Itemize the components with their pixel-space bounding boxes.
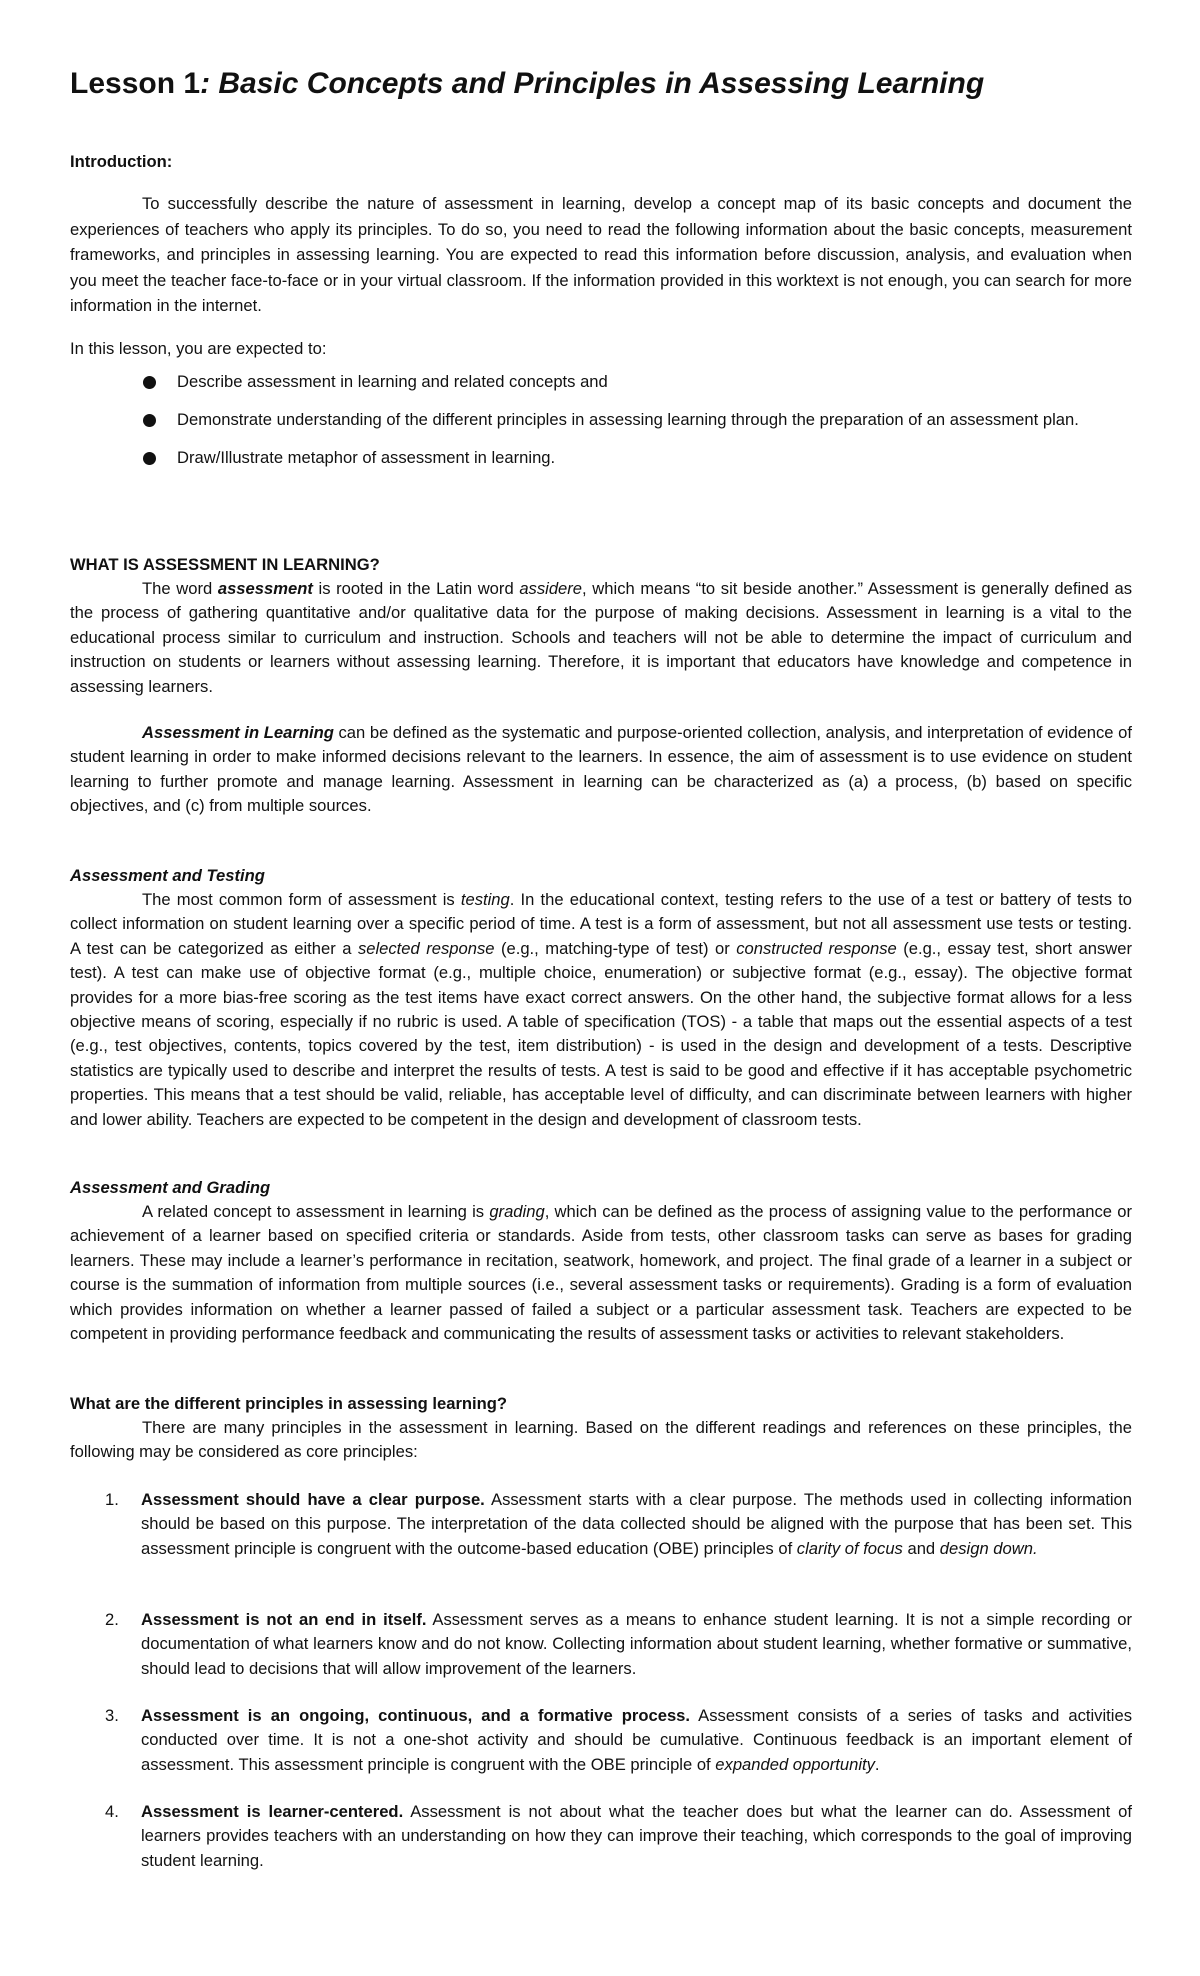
principle-item: 3. Assessment is an ongoing, continuous, and a formative process. Assessment consists of a series of tasks and activities conducted over time. It is not a one-shot activity and should be cumulative. Continuous feedback is an important element of assessment. This assessment principle is congruent with the OBE principle of expanded opportunity. [105,1706,1132,1774]
item-number: 3. [105,1706,119,1725]
principle-item: 1. Assessment should have a clear purpose. Assessment starts with a clear purpose. The methods used in collecting information should be based on this purpose. The interpretation of the data collected should be aligned with the purpose that has been set. This assessment principle is congruent with the outcome-based education (OBE) principles of clarity of focus and design down. [105,1490,1132,1558]
bullet-icon [143,452,156,465]
grading-heading: Assessment and Grading [70,1178,271,1197]
principles-intro: There are many principles in the assessment in learning. Based on the different readings and references on these principles, the following may be considered as core principles: [70,1418,1132,1462]
objectives-list [70,366,1132,480]
what-is-paragraph-2: Assessment in Learning can be defined as the systematic and purpose-oriented collection, analysis, and interpretation of evidence of student learning in order to make informed decisions relevant to the learners. In essence, the aim of assessment is to use evidence on student learning to further promote and manage learning. Assessment in learning can be characterized as (a) a process, (b) based on specific objectives, and (c) from multiple sources. [70,723,1132,816]
objective-item: Demonstrate understanding of the different principles in assessing learning through the preparation of an assessment plan. [70,404,1132,436]
objective-item: Draw/Illustrate metaphor of assessment in learning. [70,442,1132,474]
introduction-heading: Introduction: [70,152,173,171]
item-number: 4. [105,1802,119,1821]
what-is-heading: WHAT IS ASSESSMENT IN LEARNING? [70,555,380,574]
principle-item: 2. Assessment is not an end in itself. Assessment serves as a means to enhance student learning. It is not a simple recording or documentation of what learners know and do not know. Collecting information about student learning, whether formative or summative, should lead to decisions that will allow improvement of the learners. [105,1610,1132,1678]
grading-paragraph: A related concept to assessment in learning is grading, which can be defined as the process of assigning value to the performance or achievement of a learner based on specified criteria or standards. Aside from tests, other classroom tasks can serve as bases for grading learners. These may include a learner’s performance in recitation, seatwork, homework, and project. The final grade of a learner in a subject or course is the summation of information from multiple sources (i.e., several assessment tasks or requirements). Grading is a form of evaluation which provides information on whether a learner passed of failed a subject or a particular assessment task. Teachers are expected to be competent in providing performance feedback and communicating the results of assessment tasks or activities to relevant stakeholders. [70,1202,1132,1344]
objective-item: Describe assessment in learning and related concepts and [70,366,1132,398]
principles-heading: What are the different principles in assessing learning? [70,1394,508,1413]
expected-intro: In this lesson, you are expected to: [70,339,327,358]
testing-heading: Assessment and Testing [70,866,265,885]
bullet-icon [143,376,156,389]
bullet-icon [143,414,156,427]
title-main: : Basic Concepts and Principles in Assessing Learning [200,67,985,100]
principle-item: 4. Assessment is learner-centered. Assessment is not about what the teacher does but what the learner can do. Assessment of learners provides teachers with an understanding on how they can improve their teaching, which corresponds to the goal of improving student learning. [105,1802,1132,1870]
item-number: 2. [105,1610,119,1629]
testing-paragraph: The most common form of assessment is testing. In the educational context, testing refers to the use of a test or battery of tests to collect information on student learning over a specific period of time. A test is a form of assessment, but not all assessment use tests or testing. A test can be categorized as either a selected response (e.g., matching-type of test) or constructed response (e.g., essay test, short answer test). A test can make use of objective format (e.g., multiple choice, enumeration) or subjective format (e.g., essay). The objective format provides for a more bias-free scoring as the test items have exact correct answers. On the other hand, the subjective format allows for a less objective means of scoring, especially if no rubric is used. A table of specification (TOS) - a table that maps out the essential aspects of a test (e.g., test objectives, contents, topics covered by the test, item distribution) - is used in the design and development of a tests. Descriptive statistics are typically used to describe and interpret the results of tests. A test is said to be good and effective if it has acceptable psychometric properties. This means that a test should be valid, reliable, has acceptable level of difficulty, and can discriminate between learners with higher and lower ability. Teachers are expected to be competent in the design and development of classroom tests. [70,890,1132,1129]
page-title [70,66,984,102]
item-number: 1. [105,1490,119,1509]
what-is-paragraph-1: The word assessment is rooted in the Latin word assidere, which means “to sit beside another.” Assessment is generally defined as the process of gathering quantitative and/or qualitative data for the purpose of making decisions. Assessment in learning is a vital to the educational process similar to curriculum and instruction. Schools and teachers will not be able to determine the impact of curriculum and instruction on students or learners without assessing learning. Therefore, it is important that educators have knowledge and competence in assessing learners. [70,579,1133,696]
title-prefix: Lesson 1 [70,67,201,100]
introduction-paragraph: To successfully describe the nature of assessment in learning, develop a concept map of its basic concepts and document the experiences of teachers who apply its principles. To do so, you need to read the following information about the basic concepts, measurement frameworks, and principles in assessing learning. You are expected to read this information before discussion, analysis, and evaluation when you meet the teacher face-to-face or in your virtual classroom. If the information provided in this worktext is not enough, you can search for more information in the internet. [70,194,1132,315]
